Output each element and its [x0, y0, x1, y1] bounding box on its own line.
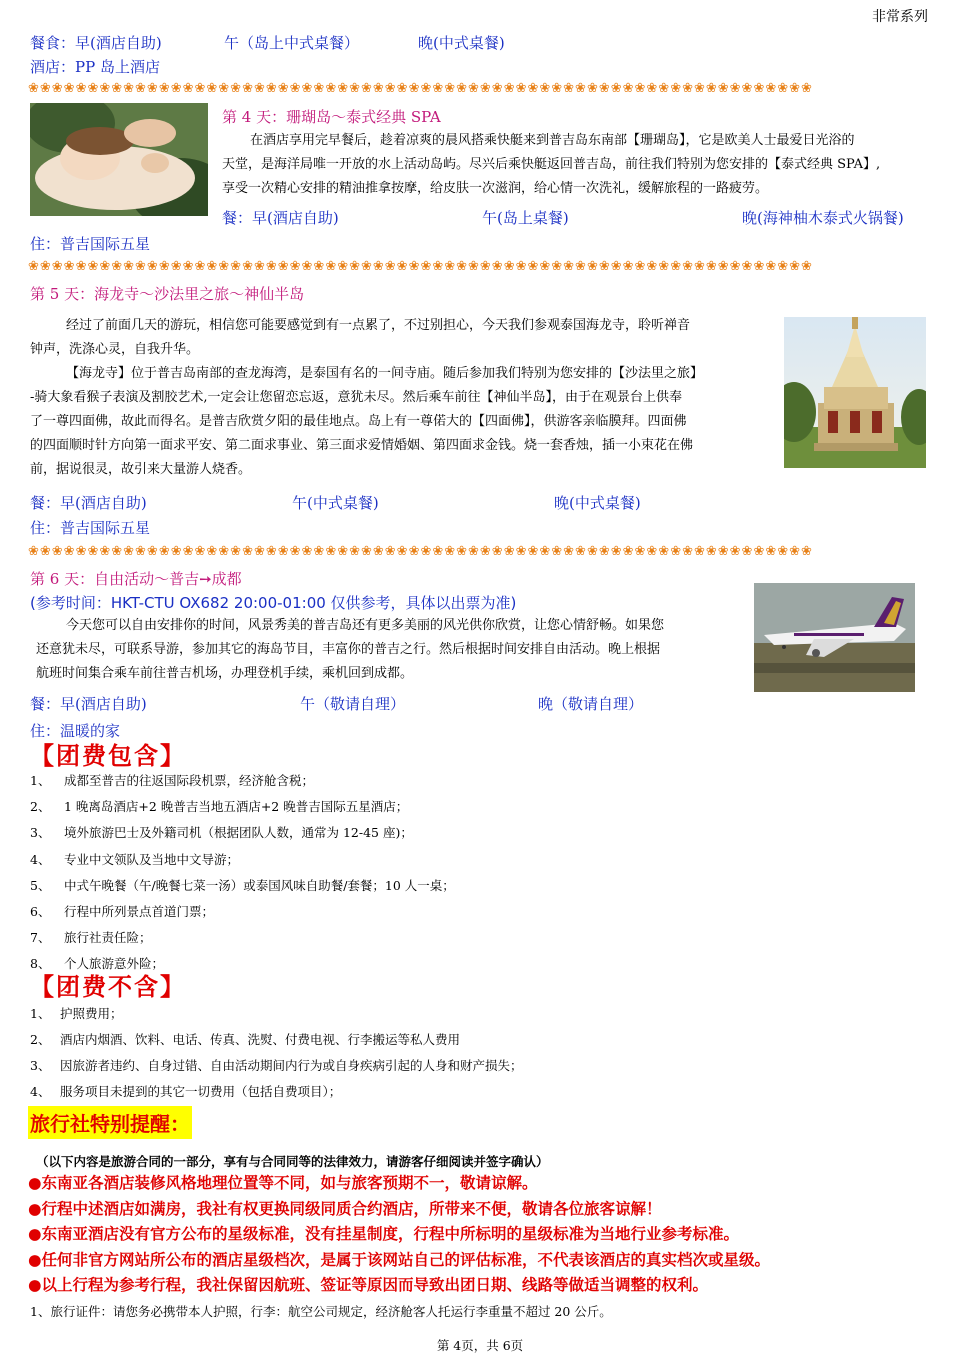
day6-meal-dinner: 晚（敬请自理） — [538, 695, 644, 713]
list-item — [30, 876, 455, 902]
item-text: 成都至普吉的往返国际段机票，经济舱含税； — [64, 773, 315, 788]
item-number: 6、 — [30, 903, 51, 919]
travel-document-note: 1、旅行证件：请您务必携带本人护照，行李：航空公司规定，经济舱客人托运行李重量不超过 20 公斤。 — [30, 1304, 612, 1319]
day4-line: 在酒店享用完早餐后，趁着凉爽的晨风搭乘快艇来到普吉岛东南部【珊瑚岛】，它是欧美人士最爱日光浴的 — [250, 133, 855, 148]
item-text: 1 晚离岛酒店+2 晚普吉当地五酒店+2 晚普吉国际五星酒店； — [64, 799, 409, 815]
day4-line: 天堂，是海洋局唯一开放的水上活动岛屿。尽兴后乘快艇返回普吉岛，前往我们特别为您安排的【泰式经典 SPA】, — [222, 157, 881, 172]
flower-divider: ❀❀❀❀❀❀❀❀❀❀❀❀❀❀❀❀❀❀❀❀❀❀❀❀❀❀❀❀❀❀❀❀❀❀❀❀❀❀❀❀❀❀❀❀❀❀❀❀❀❀❀❀❀❀❀❀❀❀❀❀❀❀❀❀❀❀ — [28, 544, 813, 559]
top-meal-dinner: 晚(中式桌餐) — [418, 34, 505, 52]
list-item — [30, 1004, 523, 1030]
item-text: 行程中所列景点首道门票； — [64, 903, 215, 919]
warning-item: ●东南亚酒店没有官方公布的星级标准，没有挂星制度，行程中所标明的星级标准为当地行业参考标准。 — [28, 1225, 740, 1243]
spa-photo-art — [30, 103, 208, 216]
flower-divider: ❀❀❀❀❀❀❀❀❀❀❀❀❀❀❀❀❀❀❀❀❀❀❀❀❀❀❀❀❀❀❀❀❀❀❀❀❀❀❀❀❀❀❀❀❀❀❀❀❀❀❀❀❀❀❀❀❀❀❀❀❀❀❀❀❀❀ — [28, 259, 813, 274]
reminder-note: （以下内容是旅游合同的一部分，享有与合同同等的法律效力，请游客仔细阅读并签字确认） — [36, 1154, 549, 1169]
day5-stay: 住：普吉国际五星 — [30, 519, 151, 537]
day6-meal-breakfast: 餐：早(酒店自助) — [30, 695, 147, 713]
list-item — [30, 1056, 523, 1082]
item-number: 3、 — [30, 1058, 51, 1073]
item-text: 酒店内烟酒、饮料、电话、传真、洗熨、付费电视、行李搬运等私人费用 — [60, 1032, 461, 1047]
day5-line: -骑大象看猴子表演及割胶艺术,一定会让您留恋忘返，意犹未尽。然后乘车前往【神仙半岛】，由于在观景台上供奉 — [30, 390, 683, 405]
temple-photo-art — [784, 317, 926, 468]
page-number: 第 4页，共 6页 — [436, 1338, 524, 1353]
day5-line: 的四面顺时针方向第一面求平安、第二面求事业、第三面求爱情婚姻、第四面求金钱。烧一套香烛，插一小束花在佛 — [30, 438, 694, 453]
list-item — [30, 823, 455, 849]
top-meal-lunch: 午（岛上中式桌餐） — [224, 34, 360, 52]
day5-description — [30, 314, 775, 482]
warning-item: ●行程中述酒店如满房，我社有权更换同级同质合约酒店，所带来不便，敬请各位旅客谅解！ — [28, 1199, 662, 1218]
day4-description — [222, 129, 932, 201]
day4-meal-lunch: 午(岛上桌餐) — [482, 209, 569, 227]
day4-stay: 住：普吉国际五星 — [30, 235, 151, 253]
day5-line: 【海龙寺】位于普吉岛南部的查龙海湾，是泰国有名的一间寺庙。随后参加我们特别为您安排的【沙法里之旅】 — [66, 366, 704, 381]
item-number: 2、 — [30, 1032, 51, 1047]
top-meal-breakfast: 餐食：早(酒店自助) — [30, 34, 162, 52]
excluded-list — [30, 1004, 523, 1108]
day6-line: 还意犹未尽，可联系导游，参加其它的海岛节目，丰富你的普吉之行。然后根据时间安排自由活动。晚上根据 — [36, 642, 661, 657]
day5-line: 前，据说很灵，故引来大量游人烧香。 — [30, 462, 252, 477]
warning-list — [28, 1172, 770, 1300]
spa-massage-photo — [30, 103, 208, 216]
day5-meal-lunch: 午(中式桌餐) — [292, 494, 379, 512]
item-number: 4、 — [30, 851, 51, 867]
item-text: 中式午晚餐（午/晚餐七菜一汤）或泰国风味自助餐/套餐；10 人一桌； — [64, 877, 455, 893]
warning-item: ●东南亚各酒店装修风格地理位置等不同，如与旅客预期不一，敬请谅解。 — [28, 1174, 538, 1192]
list-item — [30, 1082, 523, 1108]
excluded-title: 【团费不含】 — [30, 972, 186, 1001]
day6-description — [36, 614, 746, 686]
item-number: 2、 — [30, 799, 51, 815]
item-number: 3、 — [30, 825, 51, 841]
item-number: 1、 — [30, 1006, 51, 1021]
included-list — [30, 771, 455, 974]
airplane-photo — [754, 583, 915, 692]
day4-title: 第 4 天：珊瑚岛～泰式经典 SPA — [222, 108, 441, 126]
top-hotel: 酒店：PP 岛上酒店 — [30, 58, 160, 76]
item-text: 个人旅游意外险； — [64, 956, 165, 972]
item-number: 1、 — [30, 773, 51, 788]
list-item — [30, 902, 455, 928]
day5-meal-dinner: 晚(中式桌餐) — [554, 494, 641, 512]
item-text: 境外旅游巴士及外籍司机（根据团队人数，通常为 12-45 座)； — [64, 825, 413, 841]
day6-stay: 住：温暖的家 — [30, 722, 121, 740]
day5-line: 了一尊四面佛，故此而得名。是普吉欣赏夕阳的最佳地点。岛上有一尊偌大的【四面佛】，供游客亲临膜拜。四面佛 — [30, 414, 687, 429]
day6-line: 今天您可以自由安排你的时间，风景秀美的普吉岛还有更多美丽的风光供你欣赏，让您心情舒畅。如果您 — [66, 618, 665, 633]
list-item — [30, 850, 455, 876]
day6-title: 第 6 天：自由活动～普吉➙成都 — [30, 570, 242, 588]
reminder-title: 旅行社特别提醒： — [28, 1106, 192, 1139]
airplane-photo-art — [754, 583, 915, 692]
list-item — [30, 1030, 523, 1056]
day5-meal-breakfast: 餐：早(酒店自助) — [30, 494, 147, 512]
included-title: 【团费包含】 — [30, 741, 186, 770]
day6-meal-lunch: 午（敬请自理） — [300, 695, 406, 713]
warning-item: ●以上行程为参考行程，我社保留因航班、签证等原因而导致出团日期、线路等做适当调整的权利。 — [28, 1276, 709, 1294]
list-item — [30, 797, 455, 823]
list-item — [30, 928, 455, 954]
warning-item: ●任何非官方网站所公布的酒店星级档次，是属于该网站自己的评估标准，不代表该酒店的真实档次或星级。 — [28, 1250, 771, 1269]
item-number: 7、 — [30, 930, 51, 946]
item-text: 护照费用； — [60, 1006, 123, 1021]
day6-line: 航班时间集合乘车前往普吉机场，办理登机手续，乘机回到成都。 — [36, 666, 414, 681]
day5-line: 经过了前面几天的游玩，相信您可能要感觉到有一点累了，不过别担心，今天我们参观泰国海龙寺，聆听禅音 — [66, 318, 691, 333]
day5-title: 第 5 天：海龙寺～沙法里之旅～神仙半岛 — [30, 285, 305, 303]
day4-meal-dinner: 晚(海神柚木泰式火锅餐) — [742, 209, 904, 227]
item-text: 服务项目未提到的其它一切费用（包括自费项目）； — [60, 1084, 342, 1099]
day4-line: 享受一次精心安排的精油推拿按摩，给皮肤一次滋润，给心情一次洗礼，缓解旅程的一路疲劳。 — [222, 181, 769, 196]
flower-divider: ❀❀❀❀❀❀❀❀❀❀❀❀❀❀❀❀❀❀❀❀❀❀❀❀❀❀❀❀❀❀❀❀❀❀❀❀❀❀❀❀❀❀❀❀❀❀❀❀❀❀❀❀❀❀❀❀❀❀❀❀❀❀❀❀❀❀ — [28, 81, 813, 96]
list-item — [30, 771, 455, 797]
item-number: 5、 — [30, 877, 51, 893]
series-label: 非常系列 — [872, 9, 928, 25]
day4-meal-breakfast: 餐：早(酒店自助) — [222, 209, 339, 227]
day5-line: 钟声，洗涤心灵，自我升华。 — [30, 342, 200, 357]
item-number: 8、 — [30, 956, 51, 972]
temple-photo — [784, 317, 926, 468]
item-text: 旅行社责任险； — [64, 930, 152, 946]
day6-reference-time: (参考时间：HKT-CTU OX682 20:00-01:00 仅供参考，具体以出票为准) — [30, 594, 517, 612]
item-text: 专业中文领队及当地中文导游； — [64, 851, 240, 867]
item-text: 因旅游者违约、自身过错、自由活动期间内行为或自身疾病引起的人身和财产损失； — [60, 1058, 523, 1073]
item-number: 4、 — [30, 1084, 51, 1099]
